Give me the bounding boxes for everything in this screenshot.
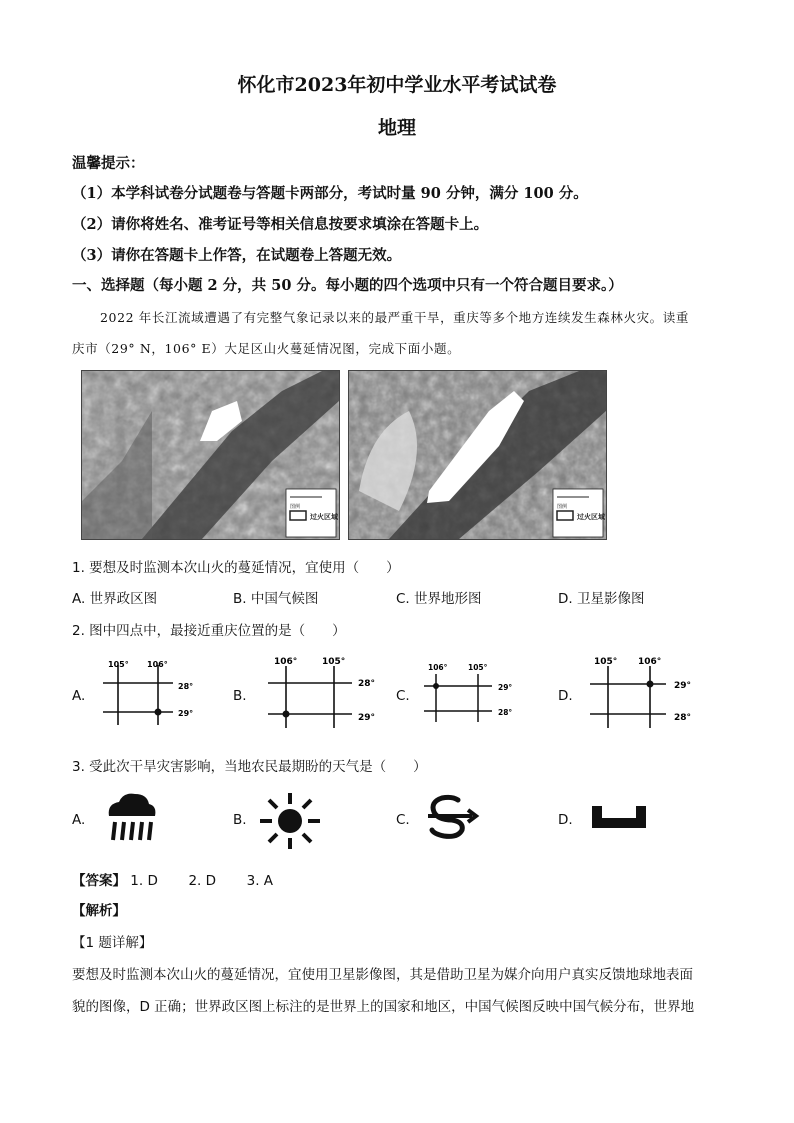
q2-option-a-letter[interactable]: A. [72,688,86,704]
q2-option-c-letter[interactable]: C. [396,688,410,704]
intro-text: 庆市（29° N，106° E）大足区山火蔓延情况图，完成下面小题。 [72,341,461,356]
answer-value: 1. D [130,873,158,889]
q1-option-a[interactable]: A. 世界政区图 [72,591,158,607]
q1-option-c[interactable]: C. 世界地形图 [396,591,482,607]
q2-option-b-letter[interactable]: B. [233,688,247,704]
sun-icon[interactable] [258,791,322,855]
q3-option-c-letter[interactable]: C. [396,812,410,828]
grid-label: 29° [674,681,692,691]
svg-text:图例: 图例 [290,504,301,510]
question-1-stem: 1. 要想及时监测本次山火的蔓延情况，宜使用（ ） [72,560,400,576]
q2-option-d-grid[interactable] [586,652,716,728]
question-2-stem: 2. 图中四点中，最接近重庆位置的是（ ） [72,623,346,639]
notice-heading: 温馨提示： [72,155,145,172]
satellite-image-before [81,370,340,540]
notice-item: （3）请你在答题卡上作答，在试题卷上答题无效。 [72,247,402,264]
section-heading: 一、选择题（每小题 2 分，共 50 分。每小题的四个选项中只有一个符合题目要求。） [72,277,623,294]
grid-label: 106° [274,657,298,667]
grid-label: 28° [674,713,692,723]
exam-title: 怀化市2023年初中学业水平考试试卷 [237,74,557,96]
sandstorm-icon[interactable] [424,794,480,842]
analysis-text: 要想及时监测本次山火的蔓延情况，宜使用卫星影像图，其是借助卫星为媒介向用户真实反馈地球地表面 [72,967,693,983]
notice-item: （2）请你将姓名、准考证号等相关信息按要求填涂在答题卡上。 [72,216,489,233]
grid-label: 105° [108,660,129,669]
grid-label: 106° [147,660,168,669]
grid-label: 105° [468,663,488,672]
grid-label: 28° [498,708,513,717]
rain-cloud-icon[interactable] [103,790,159,846]
grid-label: 28° [178,682,194,691]
svg-text:图例: 图例 [557,504,568,510]
grid-label: 105° [594,657,618,667]
exam-subject: 地理 [377,117,416,139]
answer-value: 2. D [188,873,217,889]
question-3-stem: 3. 受此次干旱灾害影响，当地农民最期盼的天气是（ ） [72,759,427,775]
analysis-text: 貌的图像，D 正确；世界政区图上标注的是世界上的国家和地区，中国气候图反映中国气候分布，世界地 [72,999,695,1015]
q3-option-a-letter[interactable]: A. [72,812,86,828]
q2-option-d-letter[interactable]: D. [558,688,573,704]
answer-tag: 【答案】 [72,873,126,889]
grid-label: 29° [498,683,513,692]
detail-tag: 【1 题详解】 [72,935,153,951]
grid-label: 105° [322,657,346,667]
grid-label: 29° [358,713,376,723]
q2-option-b-grid[interactable] [262,652,392,728]
grid-label: 106° [428,663,448,672]
notice-item: （1）本学科试卷分试题卷与答题卡两部分，考试时量 90 分钟，满分 100 分。 [72,185,588,202]
grid-label: 106° [638,657,662,667]
analysis-tag: 【解析】 [72,903,126,919]
grid-label: 29° [178,709,194,718]
intro-text: 2022 年长江流域遭遇了有完整气象记录以来的最严重干旱，重庆等多个地方连续发生森林火灾。读重 [100,310,689,325]
cold-wave-icon[interactable] [590,804,650,830]
q3-option-b-letter[interactable]: B. [233,812,247,828]
q3-option-d-letter[interactable]: D. [558,812,573,828]
answer-line [72,869,273,889]
svg-text:过火区域: 过火区域 [577,513,605,521]
q2-option-c-grid[interactable] [420,660,530,722]
q1-option-b[interactable]: B. 中国气候图 [233,591,319,607]
grid-label: 28° [358,679,376,689]
svg-text:过火区域: 过火区域 [310,513,338,521]
answer-value: 3. A [246,873,274,889]
q2-option-a-grid[interactable] [98,655,218,725]
satellite-image-after [348,370,607,540]
q1-option-d[interactable]: D. 卫星影像图 [558,591,645,607]
